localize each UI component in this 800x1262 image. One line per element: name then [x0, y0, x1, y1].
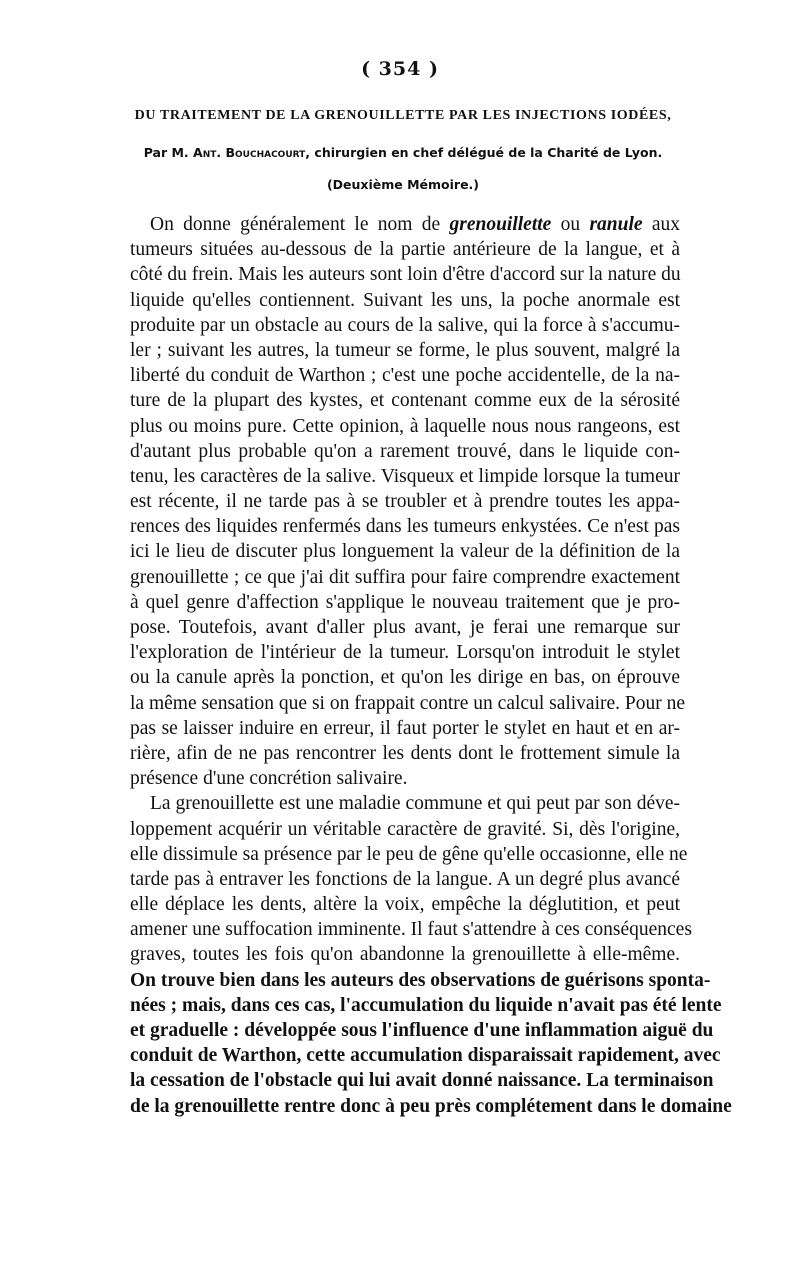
text-line: On trouve bien dans les auteurs des observations de guérisons sponta- — [130, 969, 711, 991]
text-line: nées ; mais, dans ces cas, l'accumulation du liquide n'avait pas été lente — [130, 994, 722, 1016]
text-line: graves, toutes les fois qu'on abandonne la grenouillette à elle-même. — [130, 944, 680, 966]
text-line: ture de la plupart des kystes, et contenant comme eux de la sérosité — [130, 390, 680, 412]
article-title: DU TRAITEMENT DE LA GRENOUILLETTE PAR LES INJECTIONS IODÉES, — [134, 108, 672, 123]
text-line: liberté du conduit de Warthon ; c'est une poche accidentelle, de la na- — [130, 365, 680, 387]
text-line: elle déplace les dents, altère la voix, empêche la déglutition, et peut — [130, 894, 680, 916]
text-run: On donne généralement le nom de — [150, 214, 450, 235]
term-grenouillette: grenouillette — [449, 214, 552, 235]
text-line: la même sensation que si on frappait contre un calcul salivaire. Pour ne — [130, 692, 686, 714]
text-line: tenu, les caractères de la salive. Visqueux et limpide lorsque la tumeur — [130, 465, 680, 487]
author-byline — [128, 145, 678, 160]
text-line: à quel genre d'affection s'applique le nouveau traitement que je pro- — [130, 591, 680, 613]
text-line: rière, afin de ne pas rencontrer les dents dont le frottement simule la — [130, 742, 680, 764]
text-line: rences des liquides renfermés dans les tumeurs enkystées. Ce n'est pas — [130, 516, 680, 538]
text-line: La grenouillette est une maladie commune et qui peut par son déve- — [150, 793, 680, 815]
text-line: ler ; suivant les autres, la tumeur se forme, le plus souvent, malgré la — [130, 339, 680, 361]
page-number: ( 354 ) — [361, 58, 439, 80]
text-line: est récente, il ne tarde pas à se troubler et à prendre toutes les appa- — [130, 491, 680, 513]
text-line: pas se laisser induire en erreur, il faut porter le stylet en haut et en ar- — [130, 717, 680, 739]
text-line: plus ou moins pure. Cette opinion, à laquelle nous nous rangeons, est — [130, 415, 680, 437]
paragraph-1 — [130, 212, 686, 791]
text-line: grenouillette ; ce que j'ai dit suffira pour faire comprendre exactement — [130, 566, 680, 588]
text-line: liquide qu'elles contiennent. Suivant les uns, la poche anormale est — [130, 289, 680, 311]
text-line: la cessation de l'obstacle qui lui avait donné naissance. La terminaison — [130, 1070, 714, 1092]
text-line: ici le lieu de discuter plus longuement la valeur de la définition de la — [130, 541, 680, 563]
text-line: tumeurs situées au-dessous de la partie antérieure de la langue, et à — [130, 239, 680, 261]
text-line: produite par un obstacle au cours de la salive, qui la force à s'accumu- — [130, 314, 680, 336]
text-line: ou la canule après la ponction, et qu'on les dirige en bas, on éprouve — [130, 667, 680, 689]
text-run: ou — [551, 214, 590, 235]
text-line: de la grenouillette rentre donc à peu près complétement dans le domaine — [130, 1095, 732, 1117]
text-line: conduit de Warthon, cette accumulation disparaissait rapidement, avec — [130, 1045, 721, 1067]
text-line: loppement acquérir un véritable caractère de gravité. Si, dès l'origine, — [130, 818, 680, 840]
text-line: tarde pas à entraver les fonctions de la langue. A un degré plus avancé — [130, 868, 680, 890]
text-line: pose. Toutefois, avant d'aller plus avant, je ferai une remarque sur — [130, 617, 680, 638]
text-line: côté du frein. Mais les auteurs sont loin d'être d'accord sur la nature du — [130, 264, 681, 286]
text-line: l'exploration de l'intérieur de la tumeur. Lorsqu'on introduit le stylet — [130, 642, 680, 664]
text-line: amener une suffocation imminente. Il faut s'attendre à ces conséquences — [130, 919, 692, 941]
text-line: présence d'une concrétion salivaire. — [130, 768, 408, 790]
article-body — [130, 212, 732, 1119]
author-name: Ant. Bouchacourt, — [193, 145, 311, 160]
text-line: d'autant plus probable qu'on a rarement trouvé, dans le liquide con- — [130, 440, 680, 462]
text-run: aux — [642, 214, 681, 235]
byline-prefix: Par M. — [143, 145, 189, 160]
text-line — [130, 212, 680, 237]
memoir-subtitle: (Deuxième Mémoire.) — [326, 177, 480, 192]
text-line: et graduelle : développée sous l'influence d'une inflammation aiguë du — [130, 1020, 714, 1041]
paragraph-2 — [130, 791, 732, 1118]
author-role: chirurgien en chef délégué de la Charité de Lyon. — [314, 145, 663, 160]
text-line: elle dissimule sa présence par le peu de gêne qu'elle occasionne, elle ne — [130, 843, 688, 865]
term-ranule: ranule — [589, 214, 643, 235]
